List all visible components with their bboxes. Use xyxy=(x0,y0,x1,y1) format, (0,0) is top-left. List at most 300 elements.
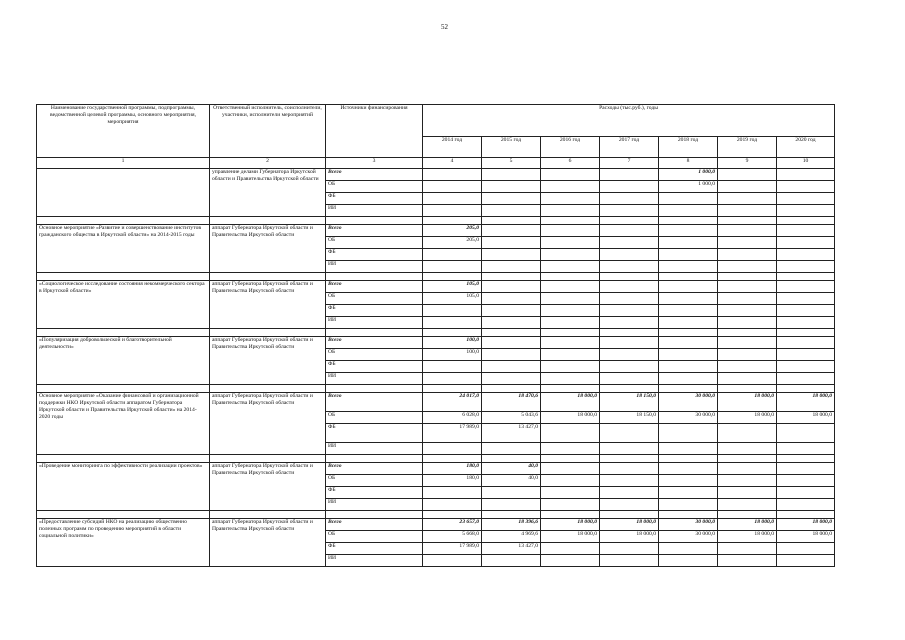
amount-cell xyxy=(718,193,777,205)
gap-cell xyxy=(777,217,835,225)
amount-cell xyxy=(777,555,835,567)
funding-source: Всего xyxy=(326,281,423,293)
amount-cell xyxy=(482,361,541,373)
amount-cell: 18 000,0 xyxy=(541,412,600,424)
amount-cell xyxy=(482,337,541,349)
header-year: 2020 год xyxy=(777,137,835,158)
gap-cell xyxy=(326,385,423,393)
amount-cell xyxy=(659,463,718,475)
amount-cell xyxy=(718,225,777,237)
executor: аппарат Губернатора Иркутской области и Правительства Иркутской области xyxy=(210,393,326,455)
amount-cell: 4 969,6 xyxy=(482,531,541,543)
gap-cell xyxy=(777,273,835,281)
amount-cell xyxy=(777,261,835,273)
table-row xyxy=(37,225,835,237)
amount-cell xyxy=(659,543,718,555)
amount-cell xyxy=(423,555,482,567)
amount-cell: 40,0 xyxy=(482,463,541,475)
amount-cell xyxy=(777,361,835,373)
gap-cell xyxy=(777,455,835,463)
amount-cell: 18 396,6 xyxy=(482,519,541,531)
gap-cell xyxy=(659,455,718,463)
gap-cell xyxy=(600,385,659,393)
amount-cell xyxy=(482,281,541,293)
header-year: 2015 год xyxy=(482,137,541,158)
gap-cell xyxy=(37,273,210,281)
funding-source: ИИ xyxy=(326,555,423,567)
amount-cell: 18 000,0 xyxy=(541,531,600,543)
amount-cell xyxy=(482,261,541,273)
amount-cell xyxy=(659,373,718,385)
amount-cell xyxy=(423,249,482,261)
amount-cell xyxy=(541,463,600,475)
gap-cell xyxy=(541,455,600,463)
header-year: 2017 год xyxy=(600,137,659,158)
gap-cell xyxy=(718,329,777,337)
amount-cell xyxy=(600,424,659,443)
amount-cell xyxy=(600,555,659,567)
table-row xyxy=(37,281,835,293)
amount-cell xyxy=(718,463,777,475)
amount-cell xyxy=(659,424,718,443)
amount-cell xyxy=(541,487,600,499)
amount-cell: 30 000,0 xyxy=(659,412,718,424)
amount-cell xyxy=(659,317,718,329)
measure-name: «Проведение мониторинга по эффективности реализации проектов» xyxy=(37,463,210,511)
measure-name: «Предоставление субсидий НКО на реализацию общественно полезных программ по проведению мероприятий в области социальной политики» xyxy=(37,519,210,567)
amount-cell xyxy=(423,361,482,373)
amount-cell xyxy=(600,499,659,511)
amount-cell xyxy=(777,293,835,305)
header-year: 2016 год xyxy=(541,137,600,158)
amount-cell xyxy=(423,499,482,511)
amount-cell xyxy=(541,443,600,455)
gap-cell xyxy=(777,329,835,337)
amount-cell xyxy=(541,293,600,305)
table-row xyxy=(37,393,835,412)
gap-cell xyxy=(37,455,210,463)
amount-cell xyxy=(482,317,541,329)
gap-cell xyxy=(718,511,777,519)
amount-cell xyxy=(777,349,835,361)
amount-cell xyxy=(423,373,482,385)
gap-cell xyxy=(423,455,482,463)
gap-cell xyxy=(600,511,659,519)
amount-cell xyxy=(423,169,482,181)
gap-cell xyxy=(210,217,326,225)
amount-cell xyxy=(600,349,659,361)
executor: аппарат Губернатора Иркутской области и Правительства Иркутской области xyxy=(210,519,326,567)
funding-source: Всего xyxy=(326,225,423,237)
amount-cell: 18 000,0 xyxy=(777,393,835,412)
gap-cell xyxy=(37,329,210,337)
amount-cell xyxy=(482,443,541,455)
gap-cell xyxy=(37,217,210,225)
amount-cell xyxy=(777,424,835,443)
amount-cell xyxy=(777,543,835,555)
gap-cell xyxy=(423,217,482,225)
gap-cell xyxy=(659,385,718,393)
amount-cell xyxy=(600,475,659,487)
gap-cell xyxy=(659,511,718,519)
amount-cell: 180,0 xyxy=(423,463,482,475)
amount-cell: 18 470,6 xyxy=(482,393,541,412)
page-number: 52 xyxy=(441,23,448,31)
amount-cell xyxy=(718,181,777,193)
amount-cell xyxy=(600,205,659,217)
amount-cell xyxy=(482,373,541,385)
amount-cell xyxy=(482,193,541,205)
amount-cell: 105,0 xyxy=(423,293,482,305)
amount-cell xyxy=(718,487,777,499)
section-gap xyxy=(37,385,835,393)
amount-cell xyxy=(600,463,659,475)
table-row xyxy=(37,337,835,349)
executor: аппарат Губернатора Иркутской области и Правительства Иркутской области xyxy=(210,281,326,329)
amount-cell xyxy=(718,249,777,261)
amount-cell xyxy=(659,205,718,217)
gap-cell xyxy=(326,273,423,281)
amount-cell xyxy=(659,193,718,205)
amount-cell xyxy=(600,487,659,499)
amount-cell xyxy=(600,543,659,555)
amount-cell xyxy=(541,281,600,293)
amount-cell xyxy=(659,443,718,455)
gap-cell xyxy=(482,273,541,281)
amount-cell xyxy=(600,193,659,205)
amount-cell xyxy=(423,181,482,193)
amount-cell xyxy=(541,499,600,511)
amount-cell xyxy=(659,225,718,237)
amount-cell xyxy=(659,487,718,499)
amount-cell xyxy=(659,237,718,249)
amount-cell xyxy=(482,349,541,361)
table-row xyxy=(37,519,835,531)
amount-cell xyxy=(600,169,659,181)
amount-cell xyxy=(541,543,600,555)
amount-cell: 5 668,0 xyxy=(423,531,482,543)
gap-cell xyxy=(718,273,777,281)
gap-cell xyxy=(210,273,326,281)
amount-cell xyxy=(718,443,777,455)
amount-cell: 180,0 xyxy=(423,475,482,487)
header-year: 2014 год xyxy=(423,137,482,158)
amount-cell xyxy=(777,487,835,499)
amount-cell: 18 000,0 xyxy=(718,519,777,531)
amount-cell xyxy=(718,543,777,555)
gap-cell xyxy=(659,329,718,337)
section-gap xyxy=(37,455,835,463)
gap-cell xyxy=(423,385,482,393)
gap-cell xyxy=(482,455,541,463)
funding-source: ОБ xyxy=(326,531,423,543)
amount-cell xyxy=(777,281,835,293)
table-row xyxy=(37,463,835,475)
amount-cell: 23 657,0 xyxy=(423,519,482,531)
column-number: 2 xyxy=(210,158,326,169)
amount-cell: 40,0 xyxy=(482,475,541,487)
amount-cell xyxy=(718,337,777,349)
amount-cell xyxy=(423,193,482,205)
amount-cell xyxy=(600,373,659,385)
gap-cell xyxy=(600,273,659,281)
amount-cell: 205,0 xyxy=(423,225,482,237)
amount-cell xyxy=(777,193,835,205)
header-source: Источники финансирования xyxy=(326,105,423,158)
funding-source: Всего xyxy=(326,169,423,181)
amount-cell xyxy=(718,169,777,181)
amount-cell xyxy=(659,349,718,361)
amount-cell: 13 427,0 xyxy=(482,543,541,555)
amount-cell xyxy=(600,293,659,305)
amount-cell xyxy=(659,337,718,349)
funding-source: ОБ xyxy=(326,237,423,249)
amount-cell: 17 989,0 xyxy=(423,424,482,443)
amount-cell xyxy=(718,281,777,293)
amount-cell xyxy=(718,361,777,373)
amount-cell: 1 000,0 xyxy=(659,181,718,193)
amount-cell xyxy=(659,361,718,373)
amount-cell xyxy=(541,475,600,487)
gap-cell xyxy=(600,329,659,337)
amount-cell xyxy=(718,475,777,487)
amount-cell xyxy=(600,305,659,317)
funding-source: ФБ xyxy=(326,305,423,317)
amount-cell xyxy=(482,305,541,317)
budget-table xyxy=(36,104,835,567)
amount-cell xyxy=(718,555,777,567)
gap-cell xyxy=(541,273,600,281)
amount-cell xyxy=(541,181,600,193)
amount-cell: 18 000,0 xyxy=(541,519,600,531)
section-gap xyxy=(37,217,835,225)
amount-cell xyxy=(777,337,835,349)
amount-cell xyxy=(777,463,835,475)
gap-cell xyxy=(326,329,423,337)
header-year: 2019 год xyxy=(718,137,777,158)
gap-cell xyxy=(482,385,541,393)
amount-cell xyxy=(423,205,482,217)
amount-cell xyxy=(541,193,600,205)
amount-cell: 205,0 xyxy=(423,237,482,249)
amount-cell xyxy=(718,293,777,305)
gap-cell xyxy=(482,217,541,225)
header-year: 2018 год xyxy=(659,137,718,158)
table-body xyxy=(37,105,835,567)
amount-cell xyxy=(659,555,718,567)
amount-cell xyxy=(541,169,600,181)
amount-cell xyxy=(777,169,835,181)
amount-cell xyxy=(423,317,482,329)
amount-cell xyxy=(482,181,541,193)
funding-source: ОБ xyxy=(326,475,423,487)
table-row xyxy=(37,169,835,181)
amount-cell xyxy=(718,205,777,217)
amount-cell xyxy=(718,317,777,329)
amount-cell xyxy=(600,237,659,249)
amount-cell: 18 000,0 xyxy=(600,519,659,531)
column-number-row xyxy=(37,158,835,169)
measure-name: Основное мероприятие «Оказание финансовой и организационной поддержки НКО Иркутской области аппаратом Губернатора Иркутской области и Правительства Иркутской области» на 2014-2020 годы xyxy=(37,393,210,455)
funding-source: ИИ xyxy=(326,205,423,217)
amount-cell xyxy=(541,424,600,443)
amount-cell xyxy=(659,249,718,261)
amount-cell xyxy=(600,361,659,373)
amount-cell xyxy=(718,349,777,361)
amount-cell xyxy=(718,373,777,385)
executor: аппарат Губернатора Иркутской области и Правительства Иркутской области xyxy=(210,337,326,385)
amount-cell xyxy=(659,475,718,487)
amount-cell: 105,0 xyxy=(423,281,482,293)
amount-cell xyxy=(600,225,659,237)
gap-cell xyxy=(541,511,600,519)
amount-cell xyxy=(482,205,541,217)
amount-cell xyxy=(482,249,541,261)
funding-source: ФБ xyxy=(326,361,423,373)
amount-cell: 13 427,0 xyxy=(482,424,541,443)
funding-source: ФБ xyxy=(326,487,423,499)
amount-cell: 18 150,0 xyxy=(600,393,659,412)
funding-source: ИИ xyxy=(326,373,423,385)
amount-cell xyxy=(777,475,835,487)
amount-cell xyxy=(482,499,541,511)
executor: аппарат Губернатора Иркутской области и Правительства Иркутской области xyxy=(210,225,326,273)
header-name: Наименование государственной программы, подпрограммы, ведомственной целевой программы, основного мероприятия, мероприятия xyxy=(37,105,210,158)
header-executor: Ответственный исполнитель, соисполнители, участники, исполнители мероприятий xyxy=(210,105,326,158)
amount-cell xyxy=(718,305,777,317)
amount-cell xyxy=(659,281,718,293)
amount-cell xyxy=(718,499,777,511)
amount-cell: 6 028,0 xyxy=(423,412,482,424)
amount-cell xyxy=(482,225,541,237)
amount-cell xyxy=(423,443,482,455)
amount-cell: 18 000,0 xyxy=(541,393,600,412)
gap-cell xyxy=(482,329,541,337)
column-number: 9 xyxy=(718,158,777,169)
funding-source: Всего xyxy=(326,337,423,349)
amount-cell: 18 150,0 xyxy=(600,412,659,424)
amount-cell xyxy=(541,349,600,361)
amount-cell xyxy=(541,337,600,349)
amount-cell: 18 000,0 xyxy=(777,519,835,531)
amount-cell xyxy=(423,487,482,499)
amount-cell xyxy=(777,373,835,385)
section-gap xyxy=(37,329,835,337)
gap-cell xyxy=(600,455,659,463)
gap-cell xyxy=(777,511,835,519)
amount-cell xyxy=(777,225,835,237)
amount-cell xyxy=(659,305,718,317)
amount-cell xyxy=(423,261,482,273)
funding-source: ИИ xyxy=(326,261,423,273)
amount-cell xyxy=(777,443,835,455)
amount-cell xyxy=(777,249,835,261)
gap-cell xyxy=(541,329,600,337)
funding-source: ОБ xyxy=(326,412,423,424)
gap-cell xyxy=(541,217,600,225)
amount-cell xyxy=(718,237,777,249)
amount-cell xyxy=(482,169,541,181)
gap-cell xyxy=(326,455,423,463)
gap-cell xyxy=(423,329,482,337)
funding-source: ФБ xyxy=(326,424,423,443)
funding-source: ОБ xyxy=(326,349,423,361)
amount-cell xyxy=(482,555,541,567)
gap-cell xyxy=(37,385,210,393)
amount-cell xyxy=(777,181,835,193)
column-number: 4 xyxy=(423,158,482,169)
amount-cell: 18 000,0 xyxy=(600,531,659,543)
amount-cell xyxy=(482,237,541,249)
column-number: 5 xyxy=(482,158,541,169)
amount-cell xyxy=(659,499,718,511)
column-number: 10 xyxy=(777,158,835,169)
amount-cell: 18 000,0 xyxy=(777,531,835,543)
funding-source: ФБ xyxy=(326,249,423,261)
gap-cell xyxy=(326,217,423,225)
gap-cell xyxy=(326,511,423,519)
section-gap xyxy=(37,273,835,281)
amount-cell xyxy=(541,305,600,317)
amount-cell: 17 989,0 xyxy=(423,543,482,555)
gap-cell xyxy=(423,511,482,519)
amount-cell xyxy=(777,205,835,217)
amount-cell xyxy=(541,261,600,273)
amount-cell xyxy=(541,317,600,329)
measure-name xyxy=(37,169,210,217)
gap-cell xyxy=(718,455,777,463)
amount-cell: 18 000,0 xyxy=(718,393,777,412)
amount-cell xyxy=(541,373,600,385)
amount-cell xyxy=(777,305,835,317)
amount-cell xyxy=(777,237,835,249)
amount-cell xyxy=(718,424,777,443)
amount-cell xyxy=(541,249,600,261)
amount-cell xyxy=(541,361,600,373)
gap-cell xyxy=(210,455,326,463)
amount-cell xyxy=(659,261,718,273)
gap-cell xyxy=(659,273,718,281)
gap-cell xyxy=(659,217,718,225)
header-row xyxy=(37,105,835,137)
amount-cell: 30 000,0 xyxy=(659,519,718,531)
amount-cell: 18 000,0 xyxy=(718,531,777,543)
funding-source: Всего xyxy=(326,463,423,475)
amount-cell xyxy=(600,281,659,293)
amount-cell xyxy=(718,261,777,273)
amount-cell: 18 000,0 xyxy=(718,412,777,424)
header-expenses: Расходы (тыс.руб.), годы xyxy=(423,105,835,137)
amount-cell xyxy=(777,317,835,329)
column-number: 3 xyxy=(326,158,423,169)
executor: управление делами Губернатора Иркутской области и Правительства Иркутской области xyxy=(210,169,326,217)
amount-cell xyxy=(541,555,600,567)
funding-source: ОБ xyxy=(326,293,423,305)
amount-cell xyxy=(600,317,659,329)
funding-source: ИИ xyxy=(326,499,423,511)
executor: аппарат Губернатора Иркутской области и Правительства Иркутской области xyxy=(210,463,326,511)
amount-cell xyxy=(482,487,541,499)
column-number: 7 xyxy=(600,158,659,169)
gap-cell xyxy=(37,511,210,519)
amount-cell: 30 000,0 xyxy=(659,393,718,412)
measure-name: Основное мероприятие «Развитие и совершенствование институтов гражданского общества в Иркутской области» на 2014-2015 годы xyxy=(37,225,210,273)
funding-source: Всего xyxy=(326,519,423,531)
amount-cell xyxy=(600,261,659,273)
gap-cell xyxy=(482,511,541,519)
gap-cell xyxy=(210,329,326,337)
amount-cell xyxy=(423,305,482,317)
